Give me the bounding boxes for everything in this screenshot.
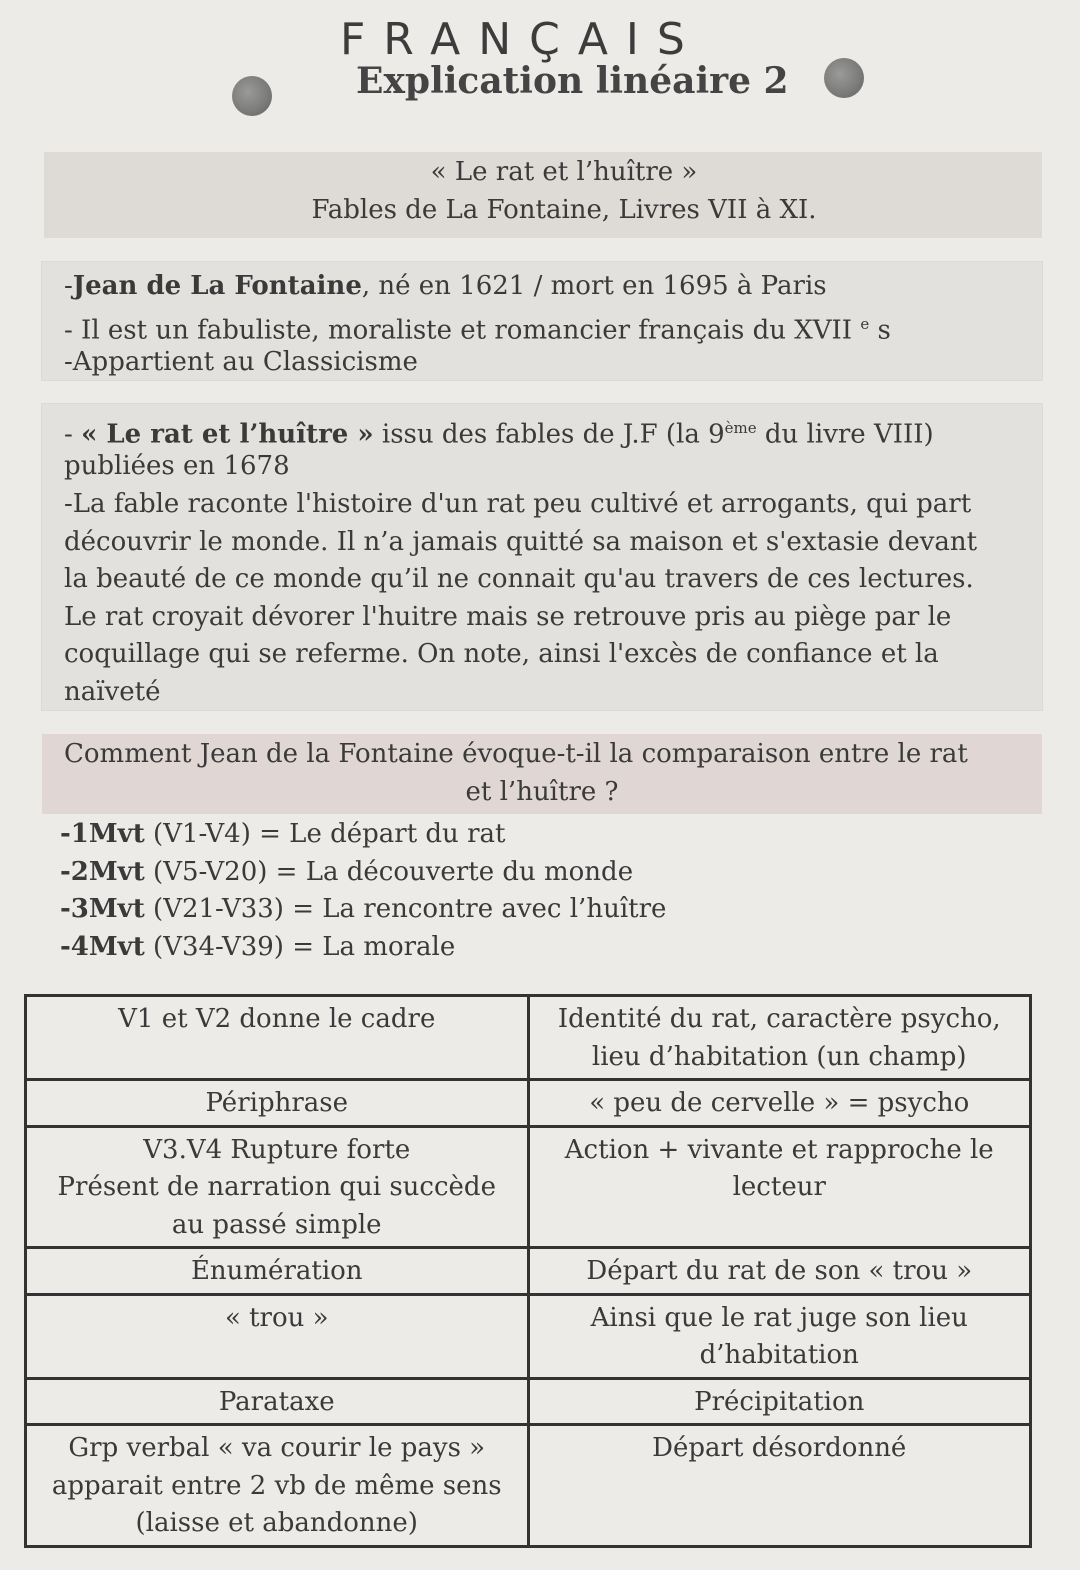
table-cell-right bbox=[528, 1248, 1031, 1295]
cell-line: lecteur bbox=[732, 1172, 826, 1202]
summary-text-line: coquillage qui se referme. On note, ainsi l'excès de confiance et la bbox=[64, 639, 939, 669]
movement-label: -4Mvt bbox=[60, 931, 145, 962]
table-row bbox=[26, 1425, 1031, 1547]
table-row bbox=[26, 1126, 1031, 1248]
summary-text-line: -La fable raconte l'histoire d'un rat peu cultivé et arrogants, qui part bbox=[64, 489, 972, 519]
page-header bbox=[0, 0, 1080, 140]
table-cell-left bbox=[26, 1248, 529, 1295]
table-cell-right bbox=[528, 996, 1031, 1080]
cell-line: « peu de cervelle » = psycho bbox=[589, 1088, 970, 1118]
table-row bbox=[26, 996, 1031, 1080]
cell-line: Départ du rat de son « trou » bbox=[586, 1256, 973, 1286]
question-line-2: et l’huître ? bbox=[465, 777, 619, 807]
movement-item bbox=[60, 891, 1020, 929]
page-title: FRANÇAIS bbox=[340, 14, 703, 65]
cell-line: Parataxe bbox=[218, 1386, 335, 1417]
table-cell-left bbox=[26, 1294, 529, 1378]
table-cell-left bbox=[26, 996, 529, 1080]
table-row bbox=[26, 1080, 1031, 1127]
movement-label: -3Mvt bbox=[60, 894, 145, 924]
movement-text: (V21-V33) = La rencontre avec l’huître bbox=[144, 894, 667, 924]
table-cell-left bbox=[26, 1080, 529, 1127]
cell-line: Grp verbal « va courir le pays » bbox=[68, 1433, 486, 1463]
summary-line-2: publiées en 1678 bbox=[64, 451, 290, 481]
table-cell-right bbox=[528, 1126, 1031, 1248]
cell-line: Précipitation bbox=[694, 1386, 865, 1417]
cell-line: Périphrase bbox=[205, 1088, 348, 1118]
author-dates: , né en 1621 / mort en 1695 à Paris bbox=[361, 271, 827, 301]
page-subtitle: Explication linéaire 2 bbox=[356, 60, 789, 102]
table-cell-left bbox=[26, 1126, 529, 1248]
century-suffix: s bbox=[869, 315, 891, 346]
cell-line: V1 et V2 donne le cadre bbox=[118, 1004, 436, 1034]
table-cell-right bbox=[528, 1425, 1031, 1547]
summary-text-line: naïveté bbox=[64, 676, 161, 707]
movements-list bbox=[60, 816, 1020, 966]
question-line-1: Comment Jean de la Fontaine évoque-t-il la comparaison entre le rat bbox=[64, 739, 968, 769]
summary-paragraph bbox=[64, 486, 1024, 711]
movement-text: (V5-V20) = La découverte du monde bbox=[144, 856, 634, 887]
cell-line: Action + vivante et rapproche le bbox=[564, 1134, 994, 1165]
punch-hole-icon bbox=[824, 58, 864, 98]
cell-line: « trou » bbox=[224, 1302, 329, 1333]
summary-title: « Le rat et l’huître » bbox=[81, 419, 374, 450]
summary-book: du livre VIII) bbox=[756, 419, 934, 450]
cell-line: V3.V4 Rupture forte bbox=[143, 1134, 411, 1165]
summary-line-1: - « Le rat et l’huître » issu des fables de J.F (la 9ème du livre VIII) bbox=[64, 419, 934, 450]
ordinal-sup: ème bbox=[724, 419, 757, 437]
author-role: - Il est un fabuliste, moraliste et romancier français du XVII bbox=[64, 315, 853, 346]
table-row bbox=[26, 1248, 1031, 1295]
summary-text-line: la beauté de ce monde qu’il ne connait qu'au travers de ces lectures. bbox=[64, 564, 974, 594]
cell-line: apparait entre 2 vb de même sens bbox=[51, 1470, 502, 1501]
movement-label: -1Mvt bbox=[60, 819, 145, 849]
cell-line: Départ désordonné bbox=[652, 1433, 907, 1463]
table-cell-right bbox=[528, 1294, 1031, 1378]
movement-item bbox=[60, 854, 1020, 892]
century-sup: e bbox=[860, 315, 870, 333]
author-name: Jean de La Fontaine bbox=[72, 271, 362, 301]
cell-line: Identité du rat, caractère psycho, bbox=[557, 1004, 1001, 1034]
table-cell-right bbox=[528, 1080, 1031, 1127]
table-row bbox=[26, 1378, 1031, 1425]
author-line-1: -Jean de La Fontaine, né en 1621 / mort en 1695 à Paris bbox=[64, 271, 827, 301]
analysis-table bbox=[24, 994, 1032, 1548]
movement-text: (V1-V4) = Le départ du rat bbox=[144, 819, 506, 849]
cell-line: Ainsi que le rat juge son lieu bbox=[590, 1302, 968, 1333]
table-cell-left bbox=[26, 1378, 529, 1425]
cell-line: d’habitation bbox=[699, 1340, 859, 1370]
cell-line: lieu d’habitation (un champ) bbox=[591, 1041, 967, 1072]
cell-line: au passé simple bbox=[171, 1209, 382, 1240]
punch-hole-icon bbox=[232, 76, 272, 116]
summary-text-line: Le rat croyait dévorer l'huitre mais se retrouve pris au piège par le bbox=[64, 601, 952, 632]
table-row bbox=[26, 1294, 1031, 1378]
movement-text: (V34-V39) = La morale bbox=[144, 931, 456, 962]
table-cell-left bbox=[26, 1425, 529, 1547]
movement-item bbox=[60, 816, 1020, 854]
cell-line: (laisse et abandonne) bbox=[135, 1508, 418, 1538]
movement-item bbox=[60, 929, 1020, 967]
summary-origin: issu des fables de J.F (la 9 bbox=[373, 419, 725, 450]
author-line-3: -Appartient au Classicisme bbox=[64, 347, 418, 377]
cell-line: Présent de narration qui succède bbox=[57, 1172, 496, 1202]
cell-line: Énumération bbox=[190, 1256, 363, 1286]
work-title: « Le rat et l’huître » bbox=[430, 157, 698, 187]
table-cell-right bbox=[528, 1378, 1031, 1425]
work-source: Fables de La Fontaine, Livres VII à XI. bbox=[311, 195, 817, 225]
summary-text-line: découvrir le monde. Il n’a jamais quitté sa maison et s'extasie devant bbox=[64, 526, 978, 557]
movement-label: -2Mvt bbox=[60, 856, 145, 887]
